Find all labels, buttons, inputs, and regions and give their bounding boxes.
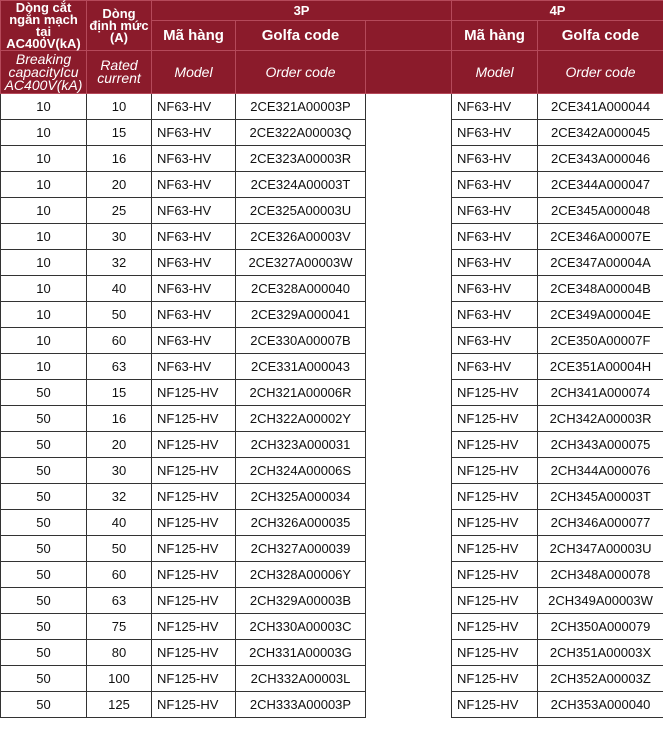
model-3p-cell: NF63-HV bbox=[152, 94, 236, 120]
order-code-3p-cell: 2CH332A00003L bbox=[236, 666, 366, 692]
table-row bbox=[1, 432, 663, 458]
order-code-3p-cell: 2CH328A00006Y bbox=[236, 562, 366, 588]
order-code-3p-cell: 2CH327A000039 bbox=[236, 536, 366, 562]
breaking-capacity-cell: 50 bbox=[1, 458, 87, 484]
rated-current-cell: 16 bbox=[87, 406, 152, 432]
spacer-header bbox=[366, 21, 452, 51]
model-4p-cell: NF125-HV bbox=[452, 536, 538, 562]
spacer-cell bbox=[366, 302, 452, 328]
model-4p-cell: NF63-HV bbox=[452, 198, 538, 224]
model-3p-header: Model bbox=[152, 51, 236, 94]
breaking-capacity-cell: 10 bbox=[1, 224, 87, 250]
order-code-3p-cell: 2CE331A000043 bbox=[236, 354, 366, 380]
group-3p-header: 3P bbox=[152, 1, 452, 21]
model-3p-cell: NF63-HV bbox=[152, 224, 236, 250]
breaking-capacity-cell: 10 bbox=[1, 354, 87, 380]
spacer-cell bbox=[366, 484, 452, 510]
breaking-capacity-cell: 10 bbox=[1, 198, 87, 224]
order-code-3p-cell: 2CE326A00003V bbox=[236, 224, 366, 250]
model-4p-cell: NF125-HV bbox=[452, 614, 538, 640]
order-code-4p-cell: 2CE342A000045 bbox=[538, 120, 663, 146]
table-row bbox=[1, 120, 663, 146]
rated-current-cell: 30 bbox=[87, 458, 152, 484]
rated-current-cell: 80 bbox=[87, 640, 152, 666]
breaking-capacity-cell: 50 bbox=[1, 640, 87, 666]
model-3p-cell: NF125-HV bbox=[152, 640, 236, 666]
rated-current-cell: 63 bbox=[87, 588, 152, 614]
table-body bbox=[1, 94, 663, 718]
table-row bbox=[1, 692, 663, 718]
model-4p-cell: NF125-HV bbox=[452, 380, 538, 406]
spacer-header-en bbox=[366, 51, 452, 94]
model-3p-cell: NF63-HV bbox=[152, 276, 236, 302]
table-row bbox=[1, 562, 663, 588]
rated-current-cell: 32 bbox=[87, 484, 152, 510]
table-row bbox=[1, 510, 663, 536]
order-code-3p-cell: 2CE322A00003Q bbox=[236, 120, 366, 146]
model-3p-cell: NF125-HV bbox=[152, 562, 236, 588]
table-row bbox=[1, 354, 663, 380]
ma-hang-3p-header: Mã hàng bbox=[152, 21, 236, 51]
order-code-3p-cell: 2CE330A00007B bbox=[236, 328, 366, 354]
order-code-3p-cell: 2CH322A00002Y bbox=[236, 406, 366, 432]
model-3p-cell: NF125-HV bbox=[152, 484, 236, 510]
order-code-3p-cell: 2CH331A00003G bbox=[236, 640, 366, 666]
table-row bbox=[1, 328, 663, 354]
model-4p-cell: NF125-HV bbox=[452, 666, 538, 692]
model-4p-cell: NF125-HV bbox=[452, 484, 538, 510]
model-3p-cell: NF125-HV bbox=[152, 432, 236, 458]
table-row bbox=[1, 172, 663, 198]
spacer-cell bbox=[366, 588, 452, 614]
model-3p-cell: NF125-HV bbox=[152, 510, 236, 536]
breaking-capacity-vn-header: Dòng cắt ngắn mạch tại AC400V(kA) bbox=[1, 1, 87, 51]
model-3p-cell: NF63-HV bbox=[152, 172, 236, 198]
table-row bbox=[1, 640, 663, 666]
model-4p-cell: NF125-HV bbox=[452, 458, 538, 484]
model-4p-cell: NF63-HV bbox=[452, 328, 538, 354]
table-row bbox=[1, 94, 663, 120]
model-3p-cell: NF125-HV bbox=[152, 458, 236, 484]
model-3p-cell: NF125-HV bbox=[152, 406, 236, 432]
model-3p-cell: NF63-HV bbox=[152, 250, 236, 276]
order-code-3p-cell: 2CE321A00003P bbox=[236, 94, 366, 120]
model-3p-cell: NF63-HV bbox=[152, 146, 236, 172]
model-3p-cell: NF125-HV bbox=[152, 588, 236, 614]
order-code-4p-cell: 2CH353A000040 bbox=[538, 692, 663, 718]
model-3p-cell: NF125-HV bbox=[152, 692, 236, 718]
order-code-3p-cell: 2CH326A000035 bbox=[236, 510, 366, 536]
order-code-4p-cell: 2CE346A00007E bbox=[538, 224, 663, 250]
spacer-cell bbox=[366, 198, 452, 224]
breaking-capacity-cell: 10 bbox=[1, 276, 87, 302]
breaking-capacity-cell: 50 bbox=[1, 562, 87, 588]
rated-current-cell: 40 bbox=[87, 276, 152, 302]
table-header bbox=[1, 1, 663, 94]
table-row bbox=[1, 146, 663, 172]
rated-current-cell: 40 bbox=[87, 510, 152, 536]
spacer-cell bbox=[366, 146, 452, 172]
rated-current-cell: 25 bbox=[87, 198, 152, 224]
rated-current-vn-header: Dòng định mức (A) bbox=[87, 1, 152, 51]
table-row bbox=[1, 380, 663, 406]
order-code-4p-cell: 2CH343A000075 bbox=[538, 432, 663, 458]
spacer-cell bbox=[366, 380, 452, 406]
order-code-4p-cell: 2CE344A000047 bbox=[538, 172, 663, 198]
rated-current-cell: 50 bbox=[87, 536, 152, 562]
spacer-cell bbox=[366, 536, 452, 562]
model-4p-cell: NF125-HV bbox=[452, 692, 538, 718]
rated-current-en-header: Rated current bbox=[87, 51, 152, 94]
breaking-capacity-cell: 10 bbox=[1, 94, 87, 120]
model-3p-cell: NF125-HV bbox=[152, 380, 236, 406]
order-code-4p-cell: 2CE343A000046 bbox=[538, 146, 663, 172]
table-row bbox=[1, 458, 663, 484]
ma-hang-4p-header: Mã hàng bbox=[452, 21, 538, 51]
model-4p-cell: NF125-HV bbox=[452, 432, 538, 458]
rated-current-cell: 100 bbox=[87, 666, 152, 692]
table-row bbox=[1, 588, 663, 614]
spacer-cell bbox=[366, 614, 452, 640]
order-code-4p-cell: 2CE347A00004A bbox=[538, 250, 663, 276]
order-code-3p-cell: 2CH323A000031 bbox=[236, 432, 366, 458]
breaking-capacity-cell: 50 bbox=[1, 510, 87, 536]
order-code-3p-cell: 2CE323A00003R bbox=[236, 146, 366, 172]
table-row bbox=[1, 536, 663, 562]
order-code-4p-cell: 2CH347A00003U bbox=[538, 536, 663, 562]
order-code-4p-cell: 2CE345A000048 bbox=[538, 198, 663, 224]
spacer-cell bbox=[366, 94, 452, 120]
model-4p-cell: NF125-HV bbox=[452, 640, 538, 666]
order-code-3p-cell: 2CE328A000040 bbox=[236, 276, 366, 302]
order-code-3p-cell: 2CH333A00003P bbox=[236, 692, 366, 718]
order-code-3p-cell: 2CH321A00006R bbox=[236, 380, 366, 406]
table-row bbox=[1, 276, 663, 302]
model-3p-cell: NF125-HV bbox=[152, 666, 236, 692]
model-3p-cell: NF125-HV bbox=[152, 614, 236, 640]
order-code-4p-cell: 2CH344A000076 bbox=[538, 458, 663, 484]
spacer-cell bbox=[366, 406, 452, 432]
model-4p-cell: NF125-HV bbox=[452, 510, 538, 536]
spacer-cell bbox=[366, 458, 452, 484]
golfa-code-3p-header: Golfa code bbox=[236, 21, 366, 51]
order-code-4p-cell: 2CH351A00003X bbox=[538, 640, 663, 666]
order-code-3p-cell: 2CE324A00003T bbox=[236, 172, 366, 198]
rated-current-cell: 60 bbox=[87, 328, 152, 354]
table-row bbox=[1, 614, 663, 640]
order-code-4p-cell: 2CH348A000078 bbox=[538, 562, 663, 588]
breaking-capacity-cell: 50 bbox=[1, 614, 87, 640]
model-3p-cell: NF63-HV bbox=[152, 328, 236, 354]
model-4p-cell: NF63-HV bbox=[452, 224, 538, 250]
order-code-4p-cell: 2CH342A00003R bbox=[538, 406, 663, 432]
order-code-3p-header: Order code bbox=[236, 51, 366, 94]
spacer-cell bbox=[366, 250, 452, 276]
table-row bbox=[1, 224, 663, 250]
order-code-4p-header: Order code bbox=[538, 51, 663, 94]
table-row bbox=[1, 406, 663, 432]
rated-current-cell: 20 bbox=[87, 432, 152, 458]
spacer-cell bbox=[366, 224, 452, 250]
order-code-4p-cell: 2CE348A00004B bbox=[538, 276, 663, 302]
breaking-capacity-cell: 50 bbox=[1, 380, 87, 406]
spacer-cell bbox=[366, 276, 452, 302]
order-code-4p-cell: 2CH349A00003W bbox=[538, 588, 663, 614]
table-row bbox=[1, 302, 663, 328]
breaking-capacity-cell: 50 bbox=[1, 432, 87, 458]
spacer-cell bbox=[366, 692, 452, 718]
order-code-4p-cell: 2CH345A00003T bbox=[538, 484, 663, 510]
table-row bbox=[1, 666, 663, 692]
order-code-3p-cell: 2CH329A00003B bbox=[236, 588, 366, 614]
breaking-capacity-cell: 50 bbox=[1, 692, 87, 718]
model-3p-cell: NF63-HV bbox=[152, 302, 236, 328]
model-4p-cell: NF63-HV bbox=[452, 302, 538, 328]
breaking-capacity-cell: 50 bbox=[1, 666, 87, 692]
model-3p-cell: NF63-HV bbox=[152, 120, 236, 146]
spacer-cell bbox=[366, 562, 452, 588]
order-code-4p-cell: 2CH346A000077 bbox=[538, 510, 663, 536]
rated-current-cell: 20 bbox=[87, 172, 152, 198]
order-code-4p-cell: 2CH352A00003Z bbox=[538, 666, 663, 692]
spacer-cell bbox=[366, 172, 452, 198]
model-4p-cell: NF125-HV bbox=[452, 588, 538, 614]
spacer-cell bbox=[366, 510, 452, 536]
model-4p-cell: NF63-HV bbox=[452, 94, 538, 120]
order-code-4p-cell: 2CE341A000044 bbox=[538, 94, 663, 120]
spacer-cell bbox=[366, 354, 452, 380]
spacer-cell bbox=[366, 120, 452, 146]
rated-current-cell: 15 bbox=[87, 380, 152, 406]
breaking-capacity-cell: 50 bbox=[1, 536, 87, 562]
rated-current-cell: 30 bbox=[87, 224, 152, 250]
rated-current-cell: 63 bbox=[87, 354, 152, 380]
rated-current-cell: 75 bbox=[87, 614, 152, 640]
rated-current-cell: 125 bbox=[87, 692, 152, 718]
model-4p-cell: NF63-HV bbox=[452, 120, 538, 146]
model-3p-cell: NF125-HV bbox=[152, 536, 236, 562]
model-3p-cell: NF63-HV bbox=[152, 198, 236, 224]
model-4p-cell: NF63-HV bbox=[452, 354, 538, 380]
breaking-capacity-cell: 50 bbox=[1, 588, 87, 614]
order-code-4p-cell: 2CE351A00004H bbox=[538, 354, 663, 380]
spacer-cell bbox=[366, 640, 452, 666]
spacer-cell bbox=[366, 666, 452, 692]
order-code-3p-cell: 2CE329A000041 bbox=[236, 302, 366, 328]
model-4p-cell: NF63-HV bbox=[452, 146, 538, 172]
order-code-4p-cell: 2CE349A00004E bbox=[538, 302, 663, 328]
table-row bbox=[1, 250, 663, 276]
breaking-capacity-cell: 50 bbox=[1, 406, 87, 432]
table-row bbox=[1, 484, 663, 510]
model-4p-cell: NF125-HV bbox=[452, 406, 538, 432]
rated-current-cell: 10 bbox=[87, 94, 152, 120]
order-code-3p-cell: 2CE325A00003U bbox=[236, 198, 366, 224]
breaking-capacity-cell: 50 bbox=[1, 484, 87, 510]
rated-current-cell: 50 bbox=[87, 302, 152, 328]
spacer-cell bbox=[366, 432, 452, 458]
order-code-4p-cell: 2CH350A000079 bbox=[538, 614, 663, 640]
rated-current-cell: 16 bbox=[87, 146, 152, 172]
breaking-capacity-cell: 10 bbox=[1, 146, 87, 172]
rated-current-cell: 32 bbox=[87, 250, 152, 276]
model-4p-header: Model bbox=[452, 51, 538, 94]
order-code-3p-cell: 2CH324A00006S bbox=[236, 458, 366, 484]
breaking-capacity-cell: 10 bbox=[1, 172, 87, 198]
order-code-3p-cell: 2CH325A000034 bbox=[236, 484, 366, 510]
model-4p-cell: NF63-HV bbox=[452, 250, 538, 276]
order-code-4p-cell: 2CH341A000074 bbox=[538, 380, 663, 406]
group-4p-header: 4P bbox=[452, 1, 663, 21]
spacer-cell bbox=[366, 328, 452, 354]
rated-current-cell: 60 bbox=[87, 562, 152, 588]
golfa-code-4p-header: Golfa code bbox=[538, 21, 663, 51]
model-4p-cell: NF63-HV bbox=[452, 172, 538, 198]
model-3p-cell: NF63-HV bbox=[152, 354, 236, 380]
breaking-capacity-cell: 10 bbox=[1, 250, 87, 276]
breaking-capacity-cell: 10 bbox=[1, 302, 87, 328]
breaking-capacity-cell: 10 bbox=[1, 120, 87, 146]
table-row bbox=[1, 198, 663, 224]
order-code-3p-cell: 2CE327A00003W bbox=[236, 250, 366, 276]
breaking-capacity-cell: 10 bbox=[1, 328, 87, 354]
rated-current-cell: 15 bbox=[87, 120, 152, 146]
model-4p-cell: NF125-HV bbox=[452, 562, 538, 588]
order-code-3p-cell: 2CH330A00003C bbox=[236, 614, 366, 640]
order-code-4p-cell: 2CE350A00007F bbox=[538, 328, 663, 354]
breaking-capacity-en-header: Breaking capacityIcu AC400V(kA) bbox=[1, 51, 87, 94]
model-4p-cell: NF63-HV bbox=[452, 276, 538, 302]
